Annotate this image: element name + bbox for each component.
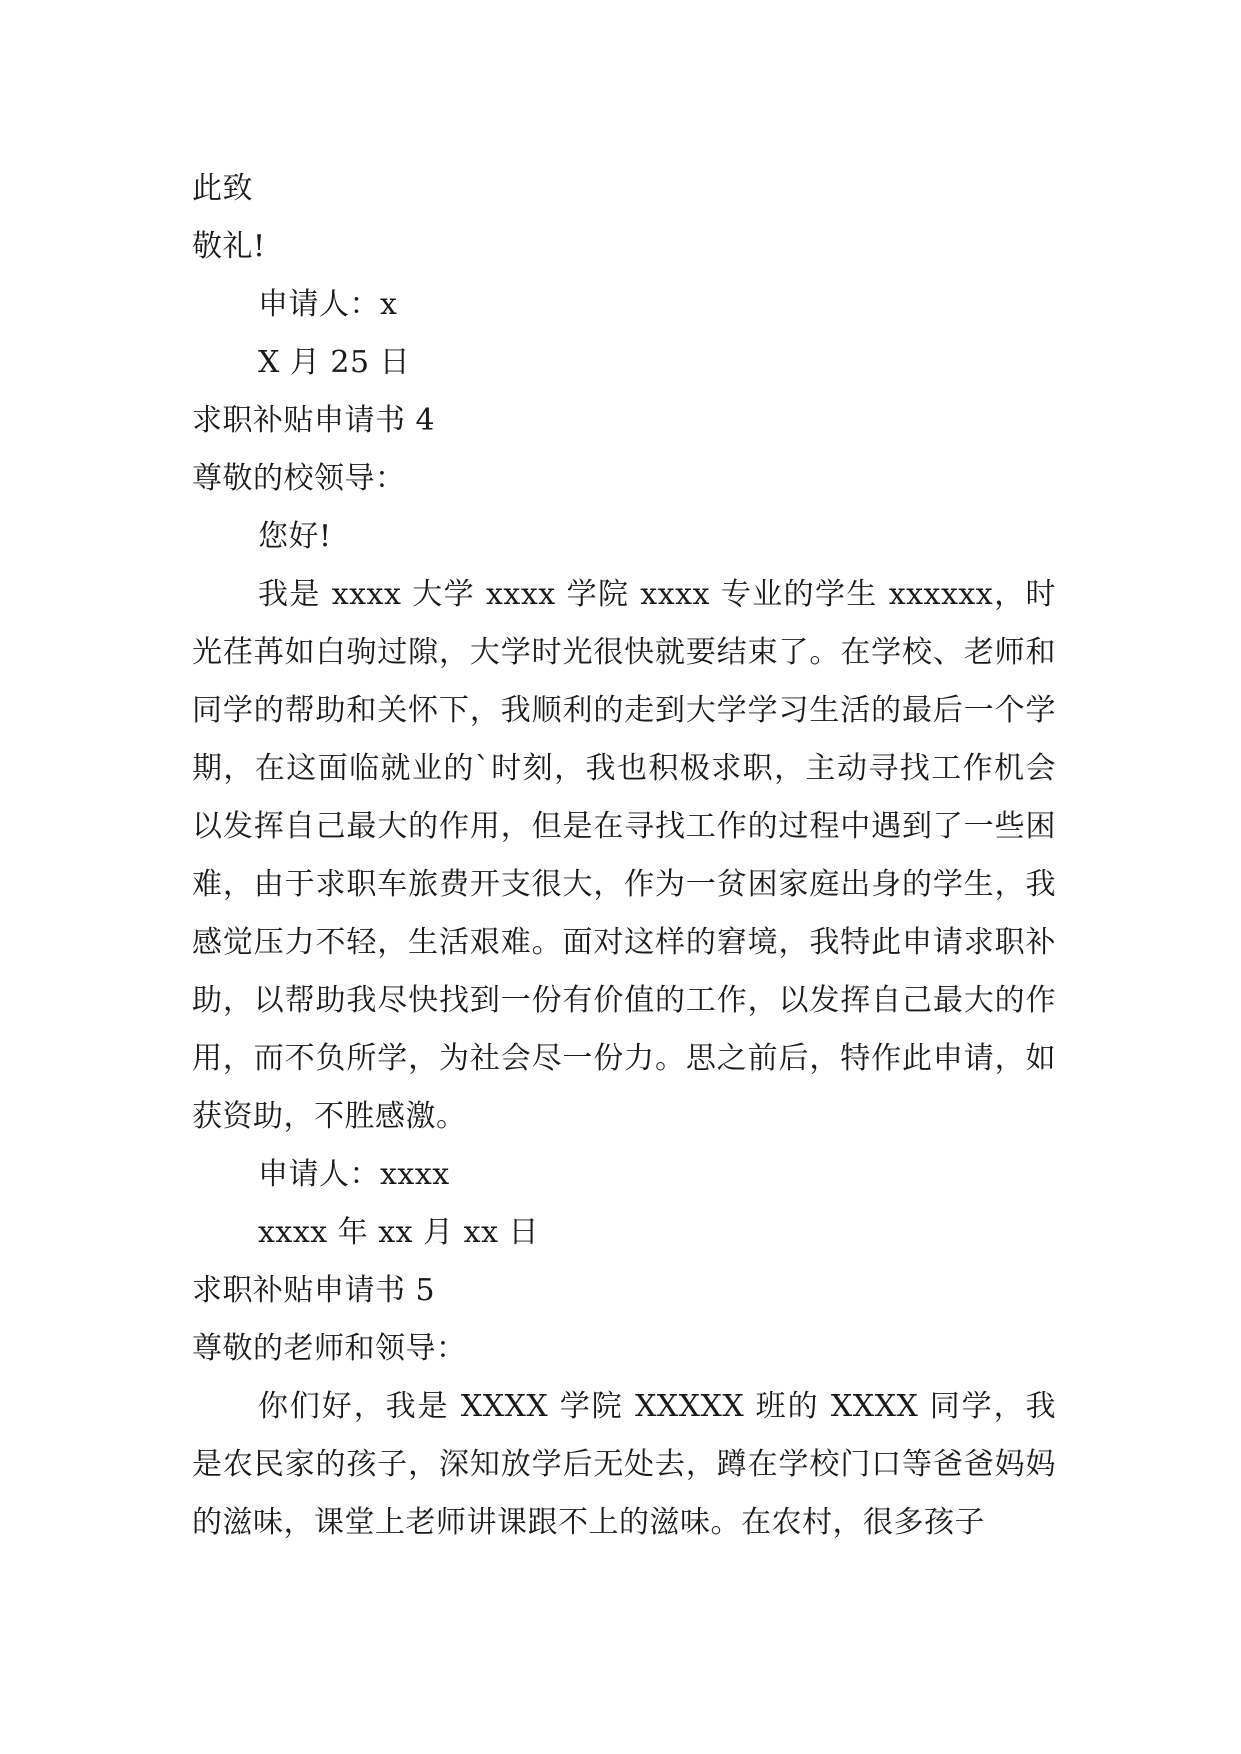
letter-greeting: 您好! <box>258 519 332 554</box>
applicant-signature: 申请人：x <box>258 287 398 322</box>
closing-salute: 此致 <box>192 171 253 206</box>
letter-title: 求职补贴申请书 4 <box>192 403 436 438</box>
letter-addressee: 尊敬的校领导： <box>192 461 406 496</box>
letter-title: 求职补贴申请书 5 <box>192 1273 436 1308</box>
closing-regards: 敬礼! <box>192 229 266 264</box>
letter-body: 我是 xxxx 大学 xxxx 学院 xxxx 专业的学生 xxxxxx，时光荏苒如白驹过隙，大学时光很快就要结束了。在学校、老师和同学的帮助和关怀下，我顺利的走到大学学习生活的最后一个学期，在这面临就业的`时刻，我也积极求职，主动寻找工作机会以发挥自己最大的作用，但是在寻找工作的过程中遇到了一些困难，由于求职车旅费开支很大，作为一贫困家庭出身的学生，我感觉压力不轻，生活艰难。面对这样的窘境，我特此申请求职补助，以帮助我尽快找到一份有价值的工作，以发挥自己最大的作用，而不负所学，为社会尽一份力。思之前后，特作此申请，如获资助，不胜感激。 <box>192 577 1056 1134</box>
letter-body: 你们好，我是 XXXX 学院 XXXXX 班的 XXXX 同学，我是农民家的孩子，深知放学后无处去，蹲在学校门口等爸爸妈妈的滋味，课堂上老师讲课跟不上的滋味。在农村，很多孩子 <box>192 1389 1056 1540</box>
applicant-signature: 申请人：xxxx <box>258 1157 450 1192</box>
letter-date: X 月 25 日 <box>258 345 411 380</box>
letter-date: xxxx 年 xx 月 xx 日 <box>258 1215 540 1250</box>
document-page <box>192 160 1056 1552</box>
letter-addressee: 尊敬的老师和领导： <box>192 1331 467 1366</box>
